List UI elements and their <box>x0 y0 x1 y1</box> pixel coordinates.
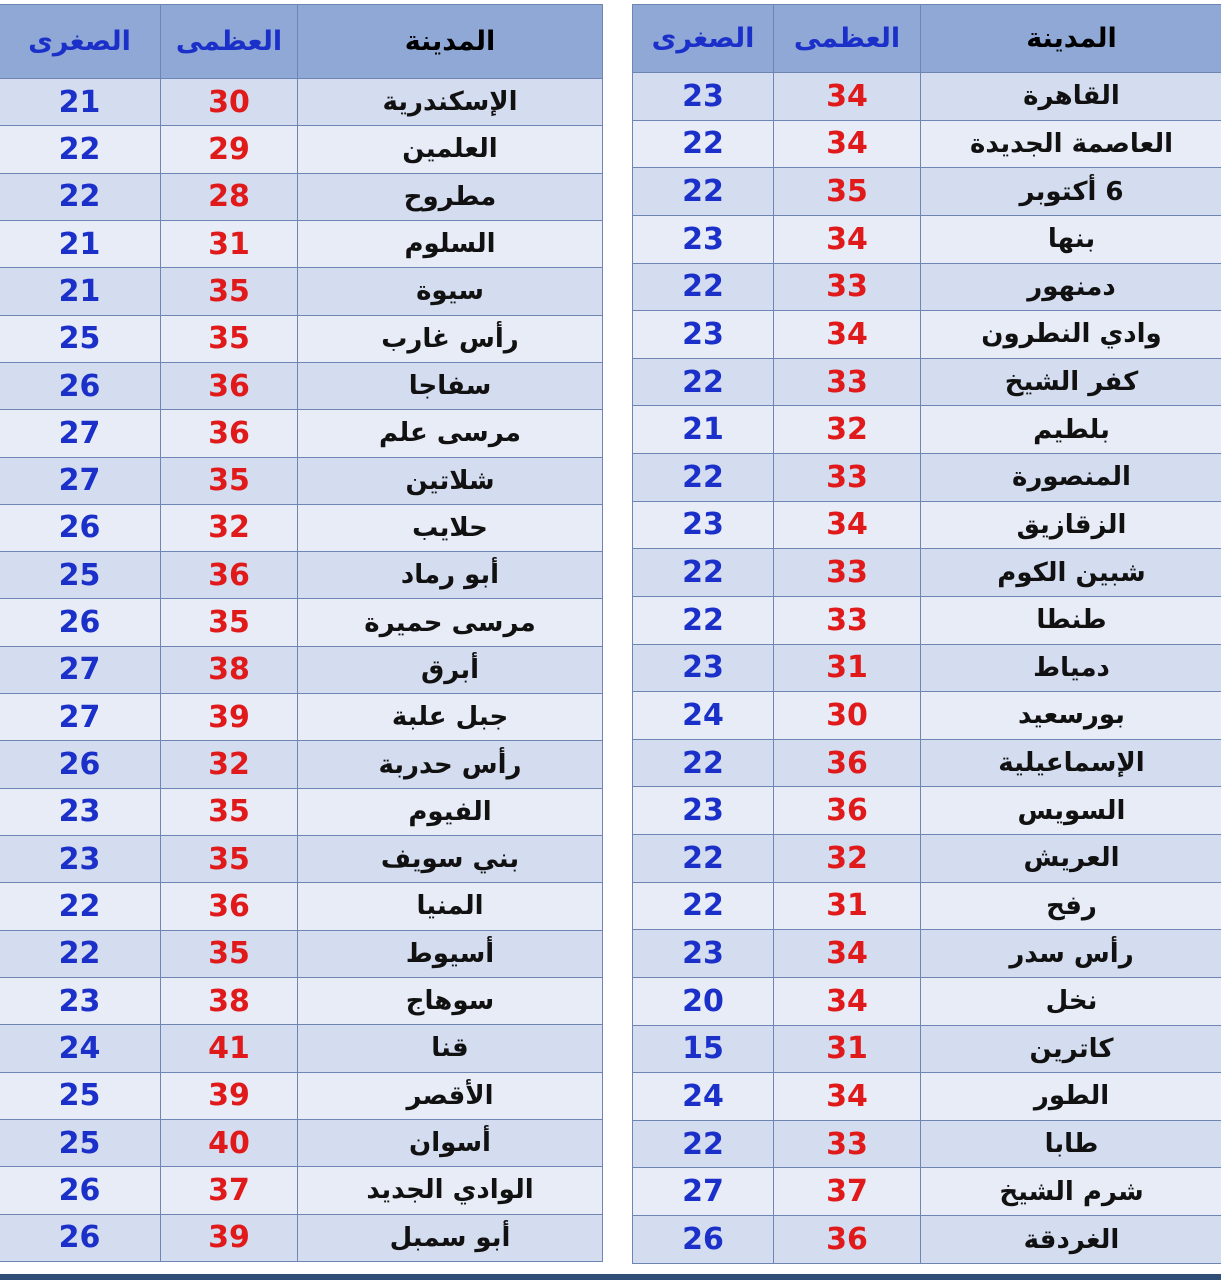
city-cell: أسيوط <box>298 930 603 977</box>
min-temp-cell: 22 <box>633 882 774 930</box>
header-city: المدينة <box>298 5 603 79</box>
table-row <box>633 120 1221 168</box>
max-temp-cell: 29 <box>161 126 298 173</box>
table-row <box>0 173 603 220</box>
min-temp-cell: 27 <box>0 694 161 741</box>
city-cell: الوادي الجديد <box>298 1167 603 1214</box>
city-cell: مرسى حميرة <box>298 599 603 646</box>
temperature-table-left <box>0 4 603 1262</box>
min-temp-cell: 22 <box>0 126 161 173</box>
max-temp-cell: 40 <box>161 1119 298 1166</box>
max-temp-cell: 31 <box>774 882 921 930</box>
max-temp-cell: 36 <box>161 362 298 409</box>
min-temp-cell: 21 <box>0 79 161 126</box>
max-temp-cell: 28 <box>161 173 298 220</box>
table-body-right <box>633 73 1221 1264</box>
min-temp-cell: 23 <box>633 787 774 835</box>
min-temp-cell: 22 <box>633 168 774 216</box>
max-temp-cell: 35 <box>774 168 921 216</box>
min-temp-cell: 22 <box>633 835 774 883</box>
table-row <box>0 1214 603 1262</box>
min-temp-cell: 23 <box>633 644 774 692</box>
city-cell: بني سويف <box>298 836 603 883</box>
max-temp-cell: 34 <box>774 215 921 263</box>
city-cell: رأس غارب <box>298 315 603 362</box>
header-city: المدينة <box>921 5 1221 73</box>
city-cell: الفيوم <box>298 788 603 835</box>
table-row <box>633 882 1221 930</box>
max-temp-cell: 33 <box>774 1120 921 1168</box>
table-row <box>633 168 1221 216</box>
min-temp-cell: 22 <box>633 263 774 311</box>
min-temp-cell: 22 <box>0 930 161 977</box>
table-row <box>0 79 603 126</box>
table-row <box>0 836 603 883</box>
city-cell: نخل <box>921 977 1221 1025</box>
min-temp-cell: 23 <box>633 311 774 359</box>
min-temp-cell: 21 <box>0 220 161 267</box>
table-row <box>633 1120 1221 1168</box>
city-cell: الأقصر <box>298 1072 603 1119</box>
city-cell: الإسماعيلية <box>921 739 1221 787</box>
min-temp-cell: 26 <box>0 1167 161 1214</box>
table-row <box>633 406 1221 454</box>
min-temp-cell: 26 <box>0 362 161 409</box>
table-row <box>633 358 1221 406</box>
city-cell: طابا <box>921 1120 1221 1168</box>
min-temp-cell: 23 <box>633 501 774 549</box>
min-temp-cell: 23 <box>0 836 161 883</box>
table-row <box>633 1025 1221 1073</box>
temperature-table-right <box>632 4 1221 1264</box>
min-temp-cell: 23 <box>633 73 774 121</box>
max-temp-cell: 34 <box>774 73 921 121</box>
city-cell: مطروح <box>298 173 603 220</box>
table-row <box>0 1025 603 1072</box>
table-row <box>633 739 1221 787</box>
max-temp-cell: 36 <box>161 410 298 457</box>
min-temp-cell: 22 <box>633 549 774 597</box>
city-cell: شبين الكوم <box>921 549 1221 597</box>
city-cell: دمياط <box>921 644 1221 692</box>
city-cell: شرم الشيخ <box>921 1168 1221 1216</box>
city-cell: كفر الشيخ <box>921 358 1221 406</box>
city-cell: كاترين <box>921 1025 1221 1073</box>
table-row <box>633 1216 1221 1264</box>
max-temp-cell: 33 <box>774 596 921 644</box>
max-temp-cell: 35 <box>161 268 298 315</box>
max-temp-cell: 35 <box>161 315 298 362</box>
table-row <box>0 268 603 315</box>
max-temp-cell: 33 <box>774 358 921 406</box>
city-cell: الغردقة <box>921 1216 1221 1264</box>
max-temp-cell: 37 <box>161 1167 298 1214</box>
table-row <box>0 977 603 1024</box>
city-cell: حلايب <box>298 504 603 551</box>
min-temp-cell: 21 <box>0 268 161 315</box>
min-temp-cell: 26 <box>0 741 161 788</box>
table-row <box>0 599 603 646</box>
max-temp-cell: 35 <box>161 457 298 504</box>
table-row <box>633 596 1221 644</box>
max-temp-cell: 32 <box>161 741 298 788</box>
city-cell: بورسعيد <box>921 692 1221 740</box>
city-cell: القاهرة <box>921 73 1221 121</box>
max-temp-cell: 36 <box>774 739 921 787</box>
table-row <box>633 977 1221 1025</box>
table-row <box>0 741 603 788</box>
max-temp-cell: 38 <box>161 977 298 1024</box>
city-cell: العاصمة الجديدة <box>921 120 1221 168</box>
header-min: الصغرى <box>633 5 774 73</box>
max-temp-cell: 33 <box>774 263 921 311</box>
max-temp-cell: 34 <box>774 501 921 549</box>
min-temp-cell: 22 <box>633 596 774 644</box>
table-row <box>0 552 603 599</box>
table-header-row <box>0 5 603 79</box>
min-temp-cell: 25 <box>0 552 161 599</box>
city-cell: بنها <box>921 215 1221 263</box>
city-cell: سوهاج <box>298 977 603 1024</box>
min-temp-cell: 22 <box>633 739 774 787</box>
table-row <box>633 930 1221 978</box>
city-cell: جبل علبة <box>298 694 603 741</box>
table-row <box>633 644 1221 692</box>
table-row <box>633 501 1221 549</box>
table-row <box>633 549 1221 597</box>
max-temp-cell: 32 <box>161 504 298 551</box>
table-row <box>0 1072 603 1119</box>
city-cell: طنطا <box>921 596 1221 644</box>
min-temp-cell: 22 <box>633 454 774 502</box>
table-row <box>0 1167 603 1214</box>
table-header-row <box>633 5 1221 73</box>
max-temp-cell: 33 <box>774 549 921 597</box>
city-cell: وادي النطرون <box>921 311 1221 359</box>
city-cell: العريش <box>921 835 1221 883</box>
table-row <box>0 457 603 504</box>
max-temp-cell: 30 <box>161 79 298 126</box>
min-temp-cell: 20 <box>633 977 774 1025</box>
min-temp-cell: 22 <box>633 1120 774 1168</box>
min-temp-cell: 26 <box>0 504 161 551</box>
city-cell: مرسى علم <box>298 410 603 457</box>
min-temp-cell: 27 <box>0 646 161 693</box>
min-temp-cell: 22 <box>633 120 774 168</box>
city-cell: الإسكندرية <box>298 79 603 126</box>
table-row <box>0 220 603 267</box>
max-temp-cell: 36 <box>774 1216 921 1264</box>
city-cell: دمنهور <box>921 263 1221 311</box>
city-cell: سيوة <box>298 268 603 315</box>
min-temp-cell: 27 <box>0 410 161 457</box>
city-cell: شلاتين <box>298 457 603 504</box>
city-cell: أبرق <box>298 646 603 693</box>
max-temp-cell: 34 <box>774 977 921 1025</box>
table-row <box>0 1119 603 1166</box>
max-temp-cell: 31 <box>774 644 921 692</box>
max-temp-cell: 32 <box>774 406 921 454</box>
city-cell: سفاجا <box>298 362 603 409</box>
table-row <box>0 883 603 930</box>
table-row <box>633 787 1221 835</box>
min-temp-cell: 25 <box>0 315 161 362</box>
header-max: العظمى <box>161 5 298 79</box>
max-temp-cell: 34 <box>774 1073 921 1121</box>
min-temp-cell: 26 <box>633 1216 774 1264</box>
city-cell: 6 أكتوبر <box>921 168 1221 216</box>
table-row <box>633 692 1221 740</box>
header-max: العظمى <box>774 5 921 73</box>
table-row <box>633 73 1221 121</box>
city-cell: بلطيم <box>921 406 1221 454</box>
table-row <box>0 126 603 173</box>
min-temp-cell: 22 <box>0 173 161 220</box>
min-temp-cell: 15 <box>633 1025 774 1073</box>
min-temp-cell: 26 <box>0 1214 161 1262</box>
table-row <box>633 1073 1221 1121</box>
min-temp-cell: 27 <box>0 457 161 504</box>
max-temp-cell: 32 <box>774 835 921 883</box>
city-cell: رفح <box>921 882 1221 930</box>
city-cell: رأس حدربة <box>298 741 603 788</box>
table-row <box>0 410 603 457</box>
min-temp-cell: 24 <box>633 692 774 740</box>
min-temp-cell: 26 <box>0 599 161 646</box>
min-temp-cell: 24 <box>633 1073 774 1121</box>
max-temp-cell: 35 <box>161 788 298 835</box>
max-temp-cell: 36 <box>161 883 298 930</box>
min-temp-cell: 22 <box>633 358 774 406</box>
table-row <box>633 311 1221 359</box>
min-temp-cell: 23 <box>633 930 774 978</box>
max-temp-cell: 39 <box>161 694 298 741</box>
max-temp-cell: 35 <box>161 836 298 883</box>
table-row <box>0 315 603 362</box>
city-cell: رأس سدر <box>921 930 1221 978</box>
min-temp-cell: 25 <box>0 1072 161 1119</box>
min-temp-cell: 25 <box>0 1119 161 1166</box>
max-temp-cell: 35 <box>161 930 298 977</box>
min-temp-cell: 23 <box>0 977 161 1024</box>
city-cell: السلوم <box>298 220 603 267</box>
table-row <box>633 263 1221 311</box>
table-row <box>633 454 1221 502</box>
max-temp-cell: 34 <box>774 311 921 359</box>
table-row <box>633 835 1221 883</box>
city-cell: أبو سمبل <box>298 1214 603 1262</box>
min-temp-cell: 22 <box>0 883 161 930</box>
min-temp-cell: 27 <box>633 1168 774 1216</box>
table-row <box>0 504 603 551</box>
min-temp-cell: 21 <box>633 406 774 454</box>
max-temp-cell: 36 <box>774 787 921 835</box>
table-row <box>633 215 1221 263</box>
table-row <box>0 646 603 693</box>
max-temp-cell: 39 <box>161 1072 298 1119</box>
max-temp-cell: 31 <box>161 220 298 267</box>
table-row <box>633 1168 1221 1216</box>
city-cell: المنصورة <box>921 454 1221 502</box>
max-temp-cell: 30 <box>774 692 921 740</box>
city-cell: الطور <box>921 1073 1221 1121</box>
min-temp-cell: 23 <box>633 215 774 263</box>
city-cell: السويس <box>921 787 1221 835</box>
max-temp-cell: 38 <box>161 646 298 693</box>
city-cell: أبو رماد <box>298 552 603 599</box>
city-cell: الزقازيق <box>921 501 1221 549</box>
city-cell: العلمين <box>298 126 603 173</box>
table-row <box>0 930 603 977</box>
max-temp-cell: 34 <box>774 930 921 978</box>
table-row <box>0 788 603 835</box>
min-temp-cell: 24 <box>0 1025 161 1072</box>
min-temp-cell: 23 <box>0 788 161 835</box>
max-temp-cell: 34 <box>774 120 921 168</box>
max-temp-cell: 36 <box>161 552 298 599</box>
max-temp-cell: 41 <box>161 1025 298 1072</box>
max-temp-cell: 39 <box>161 1214 298 1262</box>
city-cell: أسوان <box>298 1119 603 1166</box>
max-temp-cell: 33 <box>774 454 921 502</box>
bottom-border-bar <box>0 1274 1221 1280</box>
city-cell: قنا <box>298 1025 603 1072</box>
max-temp-cell: 31 <box>774 1025 921 1073</box>
city-cell: المنيا <box>298 883 603 930</box>
table-row <box>0 362 603 409</box>
header-min: الصغرى <box>0 5 161 79</box>
table-row <box>0 694 603 741</box>
max-temp-cell: 37 <box>774 1168 921 1216</box>
table-body-left <box>0 79 603 1262</box>
max-temp-cell: 35 <box>161 599 298 646</box>
